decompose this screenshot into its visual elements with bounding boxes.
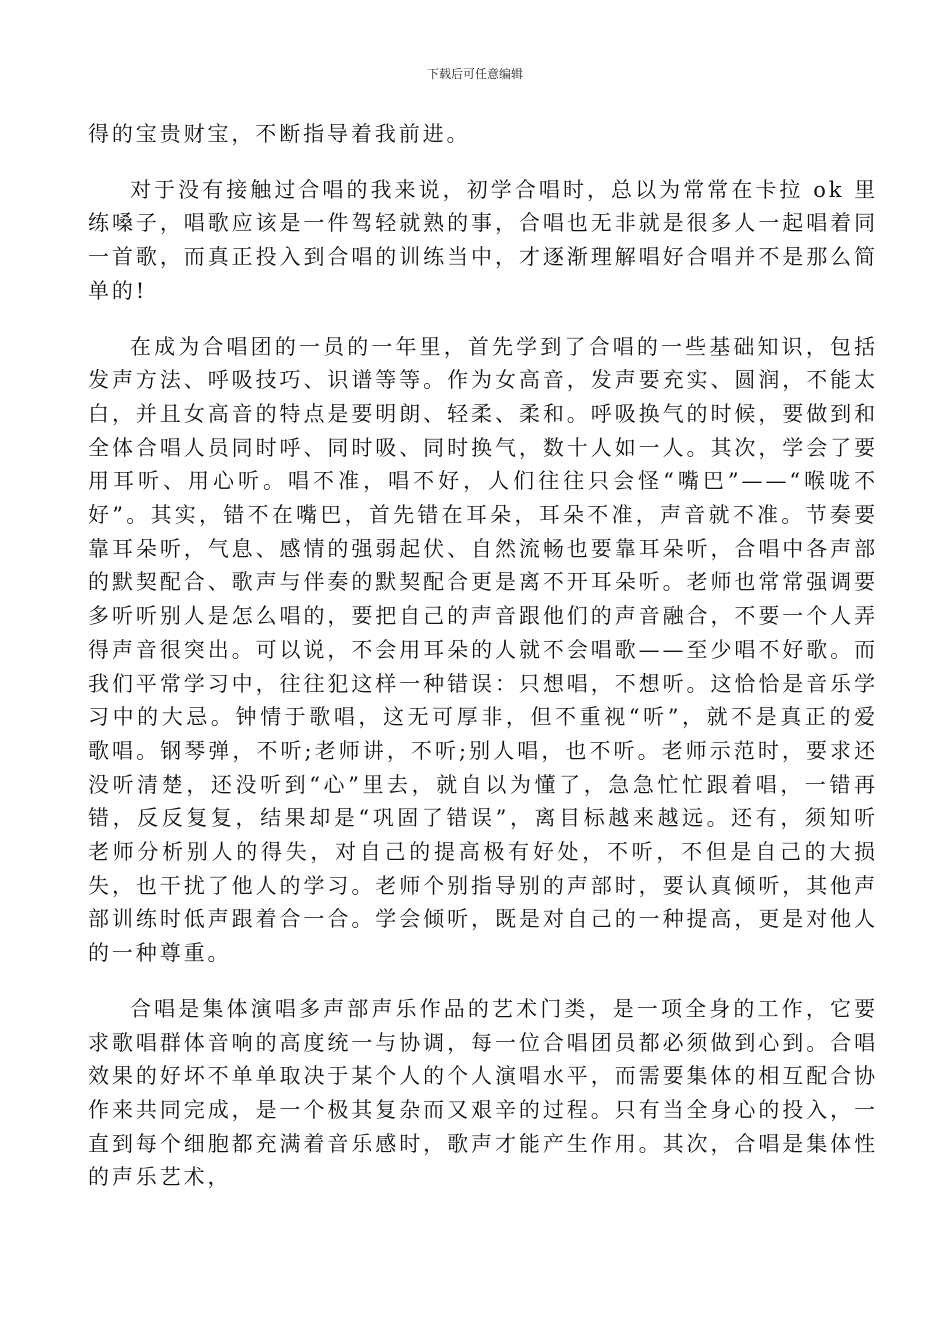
- paragraph-3: 在成为合唱团的一员的一年里，首先学到了合唱的一些基础知识，包括发声方法、呼吸技巧、识谱等等。作为女高音，发声要充实、圆润，不能太白，并且女高音的特点是要明朗、轻柔、柔和。呼吸换气的时候，要做到和全体合唱人员同时呼、同时吸、同时换气，数十人如一人。其次，学会了要用耳听、用心听。唱不准，唱不好，人们往往只会怪“嘴巴”——“喉咙不好”。其实，错不在嘴巴，首先错在耳朵，耳朵不准，声音就不准。节奏要靠耳朵听，气息、感情的强弱起伏、自然流畅也要靠耳朵听，合唱中各声部的默契配合、歌声与伴奏的默契配合更是离不开耳朵听。老师也常常强调要多听听别人是怎么唱的，要把自己的声音跟他们的声音融合，不要一个人弄得声音很突出。可以说，不会用耳朵的人就不会唱歌——至少唱不好歌。而我们平常学习中，往往犯这样一种错误：只想唱，不想听。这恰恰是音乐学习中的大忌。钟情于歌唱，这无可厚非，但不重视“听”，就不是真正的爱歌唱。钢琴弹，不听;老师讲，不听;别人唱，也不听。老师示范时，要求还没听清楚，还没听到“心”里去，就自以为懂了，急急忙忙跟着唱，一错再错，反反复复，结果却是“巩固了错误”，离目标越来越远。还有，须知听老师分析别人的得失，对自己的提高极有好处，不听，不但是自己的大损失，也干扰了他人的学习。老师个别指导别的声部时，要认真倾听，其他声部训练时低声跟着合一合。学会倾听，既是对自己的一种提高，更是对他人的一种尊重。: [88, 334, 878, 966]
- paragraph-1: 得的宝贵财宝，不断指导着我前进。: [88, 122, 471, 146]
- paragraph-4: 合唱是集体演唱多声部声乐作品的艺术门类，是一项全身的工作，它要求歌唱群体音响的高度统一与协调，每一位合唱团员都必须做到心到。合唱效果的好坏不单单取决于某个人的个人演唱水平，而需要集体的相互配合协作来共同完成，是一个极其复杂而又艰辛的过程。只有当全身心的投入，一直到每个细胞都充满着音乐感时，歌声才能产生作用。其次，合唱是集体性的声乐艺术，: [88, 996, 878, 1190]
- document-body: [88, 118, 878, 1217]
- page-header: 下载后可任意编辑: [426, 67, 523, 81]
- paragraph-2: 对于没有接触过合唱的我来说，初学合唱时，总以为常常在卡拉 ok 里练嗓子，唱歌应该是一件驾轻就熟的事，合唱也无非就是很多人一起唱着同一首歌，而真正投入到合唱的训练当中，才逐渐理解唱好合唱并不是那么简单的!: [88, 177, 878, 303]
